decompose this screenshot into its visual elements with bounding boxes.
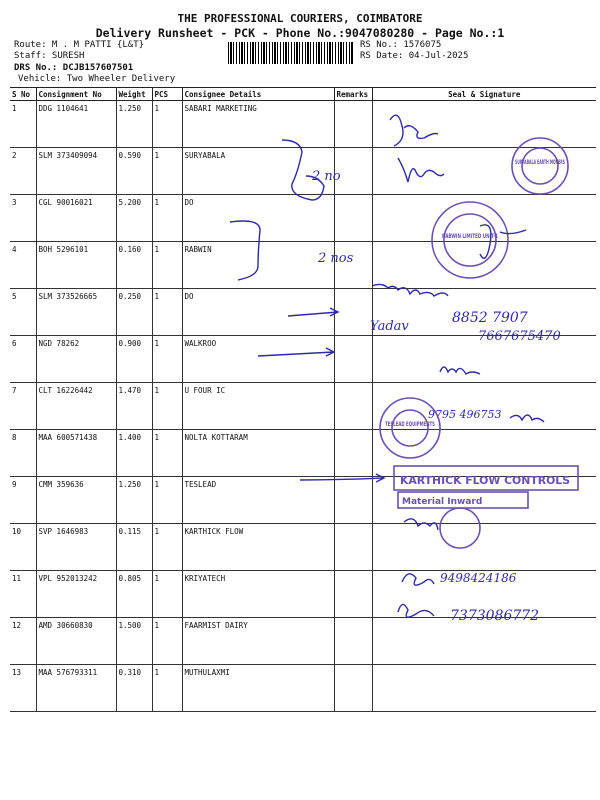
pcs-cell: 1 [152, 665, 182, 712]
teslead-stamp-text: TESLEAD EQUIPMENTS [385, 421, 435, 428]
signature-row-7 [440, 367, 480, 374]
weight-cell: 0.900 [116, 336, 152, 383]
weight-cell: 0.115 [116, 524, 152, 571]
signature-row-13 [398, 604, 434, 617]
rs-date: RS Date: 04-Jul-2025 [360, 51, 469, 61]
col-pcs: PCS [152, 88, 182, 101]
consignment-cell: MAA 600571438 [36, 430, 116, 477]
pcs-cell: 1 [152, 336, 182, 383]
signature-row-12 [402, 574, 434, 585]
consignee-cell: WALKROO [182, 336, 334, 383]
pcs-cell: 1 [152, 195, 182, 242]
brace-rows-4-5 [230, 221, 260, 280]
company-title: THE PROFESSIONAL COURIERS, COIMBATORE [177, 12, 423, 25]
col-weight: Weight [116, 88, 152, 101]
arrow-row-6 [288, 308, 338, 316]
sno-cell: 13 [10, 665, 36, 712]
signature-row-6: Yadav [370, 319, 409, 334]
col-consignee: Consignee Details [182, 88, 334, 101]
phone-faarmist: 9498424186 [440, 571, 517, 585]
rabwin-stamp-text: RABWIN LIMITED UNIT-1 [442, 233, 498, 240]
weight-cell: 0.310 [116, 665, 152, 712]
note-2no: 2 no [312, 169, 341, 184]
sno-cell: 4 [10, 242, 36, 289]
consignee-cell: DO [182, 195, 334, 242]
weight-cell: 5.200 [116, 195, 152, 242]
phone-walkroo-2: 7667675470 [478, 329, 561, 344]
pcs-cell: 1 [152, 618, 182, 665]
col-consignment: Consignment No [36, 88, 116, 101]
sno-cell: 9 [10, 477, 36, 524]
consignment-cell: CGL 90016021 [36, 195, 116, 242]
consignee-cell: DO [182, 289, 334, 336]
consignee-cell: RABWIN [182, 242, 334, 289]
consignee-cell: NOLTA KOTTARAM [182, 430, 334, 477]
sno-cell: 8 [10, 430, 36, 477]
route-text: Route: M . M PATTI {L&T} [14, 40, 145, 50]
consignment-cell: SVP 1646983 [36, 524, 116, 571]
sno-cell: 5 [10, 289, 36, 336]
weight-cell: 0.160 [116, 242, 152, 289]
signature-row-5 [372, 284, 448, 296]
arrow-row-10 [300, 474, 384, 482]
consignee-cell: SURYABALA [182, 148, 334, 195]
weight-cell: 0.590 [116, 148, 152, 195]
note-2nos: 2 nos [318, 251, 354, 266]
sno-cell: 12 [10, 618, 36, 665]
rabwin-stamp [432, 202, 508, 278]
weight-cell: 1.470 [116, 383, 152, 430]
sno-cell: 11 [10, 571, 36, 618]
consignee-cell: KRIYATECH [182, 571, 334, 618]
consignment-cell: AMD 30660830 [36, 618, 116, 665]
drs-value: DCJB157607501 [62, 63, 134, 73]
signature-row-2 [398, 158, 444, 182]
consignment-cell: MAA 576793311 [36, 665, 116, 712]
consignment-cell: NGD 78262 [36, 336, 116, 383]
arrow-row-7 [258, 348, 334, 356]
weight-cell: 1.250 [116, 477, 152, 524]
phone-muthulaxmi: 7373086772 [450, 608, 540, 624]
consignment-cell: BOH 5296101 [36, 242, 116, 289]
vehicle-text: Vehicle: Two Wheeler Delivery [18, 74, 176, 84]
signature-row-8 [510, 415, 544, 422]
staff-text: Staff: SURESH [14, 51, 85, 61]
weight-cell: 1.250 [116, 101, 152, 148]
pcs-cell: 1 [152, 571, 182, 618]
drs-label: DRS No.: [14, 63, 58, 73]
pcs-cell: 1 [152, 524, 182, 571]
consignee-cell: FAARMIST DAIRY [182, 618, 334, 665]
weight-cell: 1.500 [116, 618, 152, 665]
weight-cell: 0.805 [116, 571, 152, 618]
phone-nolta: 9795 496753 [428, 408, 502, 421]
consignment-cell: CMM 359636 [36, 477, 116, 524]
kriyatech-stamp [440, 508, 480, 548]
rs-number: RS No.: 1576075 [360, 40, 442, 50]
signature-row-1 [390, 115, 438, 146]
runsheet-subtitle: Delivery Runsheet - PCK - Phone No.:9047080280 - Page No.:1 [95, 26, 505, 40]
sno-cell: 7 [10, 383, 36, 430]
consignee-cell: TESLEAD [182, 477, 334, 524]
consignment-cell: VPL 952013242 [36, 571, 116, 618]
pcs-cell: 1 [152, 242, 182, 289]
consignment-cell: CLT 16226442 [36, 383, 116, 430]
col-sno: S No [10, 88, 36, 101]
sno-cell: 6 [10, 336, 36, 383]
pcs-cell: 1 [152, 477, 182, 524]
sno-cell: 3 [10, 195, 36, 242]
consignment-cell: SLM 373526665 [36, 289, 116, 336]
consignee-cell: KARTHICK FLOW [182, 524, 334, 571]
consignment-cell: DDG 1104641 [36, 101, 116, 148]
pcs-cell: 1 [152, 148, 182, 195]
teslead-stamp [380, 398, 440, 458]
sno-cell: 10 [10, 524, 36, 571]
sno-cell: 1 [10, 101, 36, 148]
signature-row-4 [480, 225, 526, 258]
col-seal-signature: Seal & Signature [372, 88, 596, 101]
karthick-stamp-line1: KARTHICK FLOW CONTROLS [400, 474, 571, 487]
karthick-stamp [394, 466, 578, 508]
weight-cell: 1.400 [116, 430, 152, 477]
consignee-cell: U FOUR IC [182, 383, 334, 430]
weight-cell: 0.250 [116, 289, 152, 336]
pcs-cell: 1 [152, 383, 182, 430]
suryabala-stamp-text: SURYABALA EARTH MOVERS [515, 159, 565, 166]
consignee-cell: SABARI MARKETING [182, 101, 334, 148]
consignee-cell: MUTHULAXMI [182, 665, 334, 712]
pcs-cell: 1 [152, 430, 182, 477]
col-remarks: Remarks [334, 88, 372, 101]
signature-row-11 [404, 519, 438, 530]
pcs-cell: 1 [152, 101, 182, 148]
suryabala-stamp [512, 138, 568, 194]
phone-walkroo: 8852 7907 [452, 310, 528, 326]
karthick-stamp-line2: Material Inward [402, 497, 483, 507]
pcs-cell: 1 [152, 289, 182, 336]
sno-cell: 2 [10, 148, 36, 195]
consignment-cell: SLM 373409094 [36, 148, 116, 195]
